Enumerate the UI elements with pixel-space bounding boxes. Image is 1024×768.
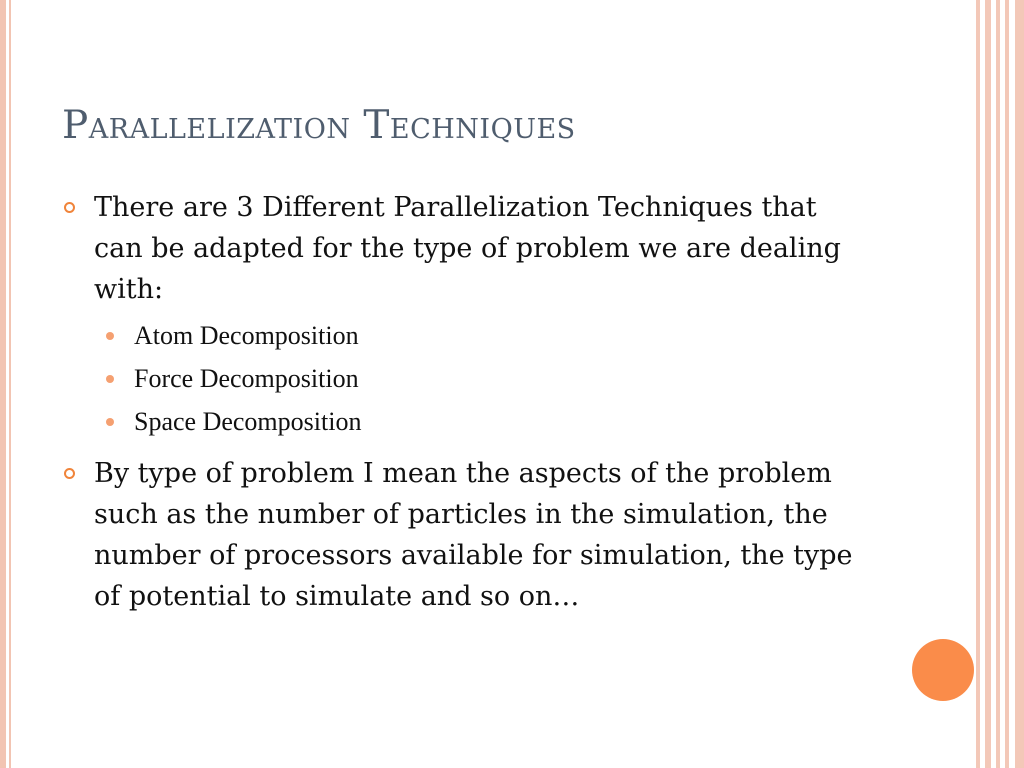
right-border-stripe	[996, 0, 1000, 768]
sub-bullet-text: Space Decomposition	[134, 407, 362, 436]
bullet-dot-icon	[106, 332, 114, 340]
right-border-stripe	[985, 0, 991, 768]
slide-content	[62, 187, 862, 617]
bullet-item	[62, 453, 862, 617]
right-border-stripe	[1015, 0, 1024, 768]
left-border	[0, 0, 6, 768]
sub-bullet-text: Force Decomposition	[134, 364, 359, 393]
bullet-text: There are 3 Different Parallelization Techniques that can be adapted for the type of problem we are dealing with:	[94, 192, 841, 305]
accent-circle	[912, 639, 974, 701]
bullet-dot-icon	[106, 418, 114, 426]
sub-bullet-item	[62, 400, 862, 443]
sub-bullet-item	[62, 314, 862, 357]
right-border-stripe	[976, 0, 980, 768]
right-border-stripe	[1005, 0, 1009, 768]
bullet-item	[62, 187, 862, 310]
bullet-text: By type of problem I mean the aspects of the problem such as the number of particles in the simulation, the number of processors available for simulation, the type of potential to simulate and so on…	[94, 458, 853, 612]
sub-bullet-list	[62, 314, 862, 443]
bullet-ring-icon	[64, 468, 75, 479]
bullet-ring-icon	[64, 202, 75, 213]
left-border-line	[9, 0, 11, 768]
slide-title: Parallelization Techniques	[62, 103, 576, 148]
sub-bullet-item	[62, 357, 862, 400]
sub-bullet-text: Atom Decomposition	[134, 321, 359, 350]
bullet-dot-icon	[106, 375, 114, 383]
